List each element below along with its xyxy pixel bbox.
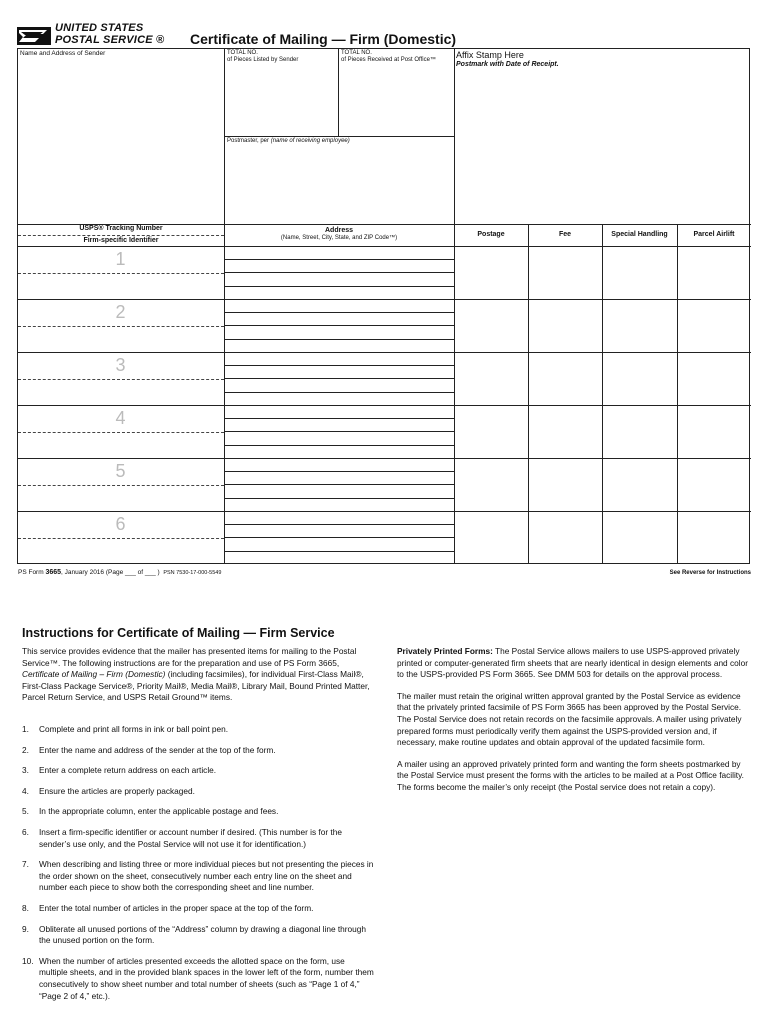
list-item bbox=[22, 903, 374, 915]
intro-part-a: This service provides evidence that the mailer has presented items for mailing to the Postal Service™. The following instructions are for the preparation and use of PS Form 3665, bbox=[22, 646, 357, 668]
address-line bbox=[224, 392, 454, 393]
divider-fee bbox=[528, 224, 529, 564]
list-item bbox=[22, 765, 374, 777]
total-sender-line2: of Pieces Listed by Sender bbox=[227, 57, 299, 63]
address-line bbox=[224, 445, 454, 446]
logo-line2: POSTAL SERVICE ® bbox=[55, 34, 165, 46]
privately-printed-text: The Postal Service allows mailers to use USPS-approved privately printed or computer-generated firm sheets that are nearly identical in design elements and color to the USPS-provided PS Form 3665. See DMM 503 for details on the approval process. bbox=[397, 646, 748, 680]
divider-special bbox=[602, 224, 603, 564]
step-text: Ensure the articles are properly packaged. bbox=[39, 785, 195, 796]
header-dash bbox=[18, 235, 224, 236]
list-item bbox=[22, 745, 374, 757]
row-dash bbox=[18, 326, 224, 327]
address-line bbox=[224, 498, 454, 499]
privately-printed-section bbox=[397, 646, 749, 804]
step-text: Enter the total number of articles in the proper space at the top of the form. bbox=[39, 902, 314, 913]
col-postage: Postage bbox=[477, 231, 505, 238]
divider-postage bbox=[454, 224, 455, 564]
instructions-title: Instructions for Certificate of Mailing — Firm Service bbox=[22, 626, 335, 640]
row-dash bbox=[18, 379, 224, 380]
step-number: 2. bbox=[22, 744, 29, 755]
form-title: Certificate of Mailing — Firm (Domestic) bbox=[190, 31, 457, 47]
row-divider bbox=[18, 511, 751, 512]
total-po-line1: TOTAL NO. bbox=[341, 50, 372, 56]
step-number: 10. bbox=[22, 955, 34, 966]
col-address-sub: (Name, Street, City, State, and ZIP Code™) bbox=[280, 235, 398, 241]
divider-address bbox=[224, 224, 225, 564]
divider-postmaster bbox=[224, 136, 454, 137]
intro-form-name: Certificate of Mailing – Firm (Domestic) bbox=[22, 669, 166, 680]
postmaster-label-text: Postmaster, per bbox=[227, 138, 270, 144]
row-number: 4 bbox=[115, 408, 126, 428]
list-item bbox=[22, 827, 374, 850]
step-text: Insert a firm-specific identifier or account number if desired. (This number is for the sender’s use only, and the Postal Service will not use it for identification.) bbox=[39, 826, 342, 849]
divider-body bbox=[18, 246, 751, 247]
usps-logo bbox=[17, 22, 165, 48]
retain-approval-para: The mailer must retain the original written approval granted by the Postal Service as evidence that the privately printed facsimile of PS Form 3665 has been approved by the Postal Service. The Postal Service does not retain records on the facsimile approvals. A mailer using privately prepared forms must periodically verify them against the USPS-provided version and, if necessary, make routine updates and obtain approval of the updated facsimile form. bbox=[397, 690, 742, 748]
row-divider bbox=[18, 352, 751, 353]
step-number: 7. bbox=[22, 859, 29, 870]
logo-line1: UNITED STATES bbox=[55, 22, 144, 34]
col-firm-identifier: Firm-specific Identifier bbox=[83, 237, 159, 244]
total-po-line2: of Pieces Received at Post Office™ bbox=[341, 57, 436, 63]
row-divider bbox=[18, 458, 751, 459]
step-number: 8. bbox=[22, 902, 29, 913]
row-dash bbox=[18, 273, 224, 274]
row-number: 2 bbox=[115, 302, 126, 322]
row-number: 3 bbox=[115, 355, 126, 375]
form-suffix: , January 2016 (Page ___ of ___ ) bbox=[61, 569, 160, 576]
step-text: When the number of articles presented exceeds the allotted space on the form, use multiple sheets, and in the provided blank spaces in the lower left of the form, number them consecutively to show sheet number and total number of sheets (such as “Page 1 of 4,” “Page 2 of 4,” etc.). bbox=[39, 955, 374, 1001]
list-item bbox=[22, 786, 374, 798]
row-dash bbox=[18, 432, 224, 433]
address-line bbox=[224, 418, 454, 419]
address-line bbox=[224, 286, 454, 287]
address-line bbox=[224, 471, 454, 472]
certificate-form bbox=[17, 48, 750, 564]
col-address: Address bbox=[324, 227, 353, 234]
col-tracking-number: USPS® Tracking Number bbox=[79, 225, 163, 232]
stamp-subtitle: Postmark with Date of Receipt. bbox=[456, 61, 559, 68]
col-special-handling: Special Handling bbox=[611, 231, 668, 238]
divider-totals bbox=[338, 49, 339, 137]
intro-part-b: (including facsimiles), for individual First-Class Mail®, First-Class Package Service®, Priority Mail®, Media Mail®, Library Mail, Bound Printed Matter, Parcel Return Service, and USPS Retail Ground™ items. bbox=[22, 669, 370, 703]
instructions-intro bbox=[22, 646, 374, 704]
step-text: Obliterate all unused portions of the “Address” column by drawing a diagonal line through the unused portion on the form. bbox=[39, 923, 366, 946]
step-number: 9. bbox=[22, 923, 29, 934]
step-number: 1. bbox=[22, 724, 29, 734]
list-item bbox=[22, 924, 374, 947]
address-line bbox=[224, 431, 454, 432]
form-prefix: PS Form bbox=[18, 569, 46, 576]
privately-printed-para bbox=[397, 646, 749, 681]
step-number: 5. bbox=[22, 806, 29, 817]
address-line bbox=[224, 272, 454, 273]
privately-printed-heading: Privately Printed Forms: bbox=[397, 646, 493, 656]
address-line bbox=[224, 325, 454, 326]
list-item bbox=[22, 806, 374, 818]
row-dash bbox=[18, 485, 224, 486]
postmaster-sub: (name of receiving employee) bbox=[270, 138, 350, 144]
see-reverse: See Reverse for Instructions bbox=[669, 570, 751, 576]
row-number: 5 bbox=[115, 461, 126, 481]
step-text: Enter a complete return address on each article. bbox=[39, 765, 217, 776]
address-line bbox=[224, 537, 454, 538]
step-text: Complete and print all forms in ink or ball point pen. bbox=[39, 724, 229, 734]
step-text: Enter the name and address of the sender at the top of the form. bbox=[39, 744, 276, 755]
sender-label: Name and Address of Sender bbox=[20, 50, 106, 57]
list-item bbox=[22, 859, 374, 894]
postmark-forms-para: A mailer using an approved privately printed form and wanting the form sheets postmarked by the Postal Service must present the forms with the articles to be mailed at a Post Office facility. The forms become the mailer’s only receipt (the Postal service does not retain a copy). bbox=[397, 758, 744, 792]
row-dash bbox=[18, 538, 224, 539]
address-line bbox=[224, 259, 454, 260]
address-line bbox=[224, 378, 454, 379]
row-number: 6 bbox=[115, 514, 126, 534]
form-footer bbox=[18, 569, 221, 576]
address-line bbox=[224, 365, 454, 366]
psn-number: PSN 7530-17-000-5549 bbox=[163, 570, 222, 576]
address-line bbox=[224, 524, 454, 525]
divider-parcel bbox=[677, 224, 678, 564]
address-line bbox=[224, 312, 454, 313]
col-parcel-airlift: Parcel Airlift bbox=[693, 231, 735, 238]
eagle-logo-icon bbox=[17, 24, 51, 45]
postmaster-label bbox=[227, 138, 350, 145]
step-number: 6. bbox=[22, 826, 29, 837]
row-divider bbox=[18, 299, 751, 300]
address-line bbox=[224, 339, 454, 340]
total-sender-line1: TOTAL NO. bbox=[227, 50, 258, 56]
form-number: 3665 bbox=[45, 569, 62, 576]
col-fee: Fee bbox=[558, 231, 572, 238]
address-line bbox=[224, 551, 454, 552]
list-item bbox=[22, 956, 374, 1002]
row-number: 1 bbox=[115, 249, 126, 269]
instruction-steps bbox=[22, 724, 374, 1011]
step-number: 3. bbox=[22, 765, 29, 776]
step-number: 4. bbox=[22, 785, 29, 796]
step-text: When describing and listing three or more individual pieces but not presenting the pieces in the order shown on the sheet, consecutively number each entry line on the sheet and number each piece to show both the corresponding sheet and line number. bbox=[39, 859, 374, 893]
address-line bbox=[224, 484, 454, 485]
stamp-title: Affix Stamp Here bbox=[456, 50, 524, 60]
row-divider bbox=[18, 405, 751, 406]
step-text: In the appropriate column, enter the applicable postage and fees. bbox=[39, 806, 279, 817]
list-item bbox=[22, 724, 374, 736]
